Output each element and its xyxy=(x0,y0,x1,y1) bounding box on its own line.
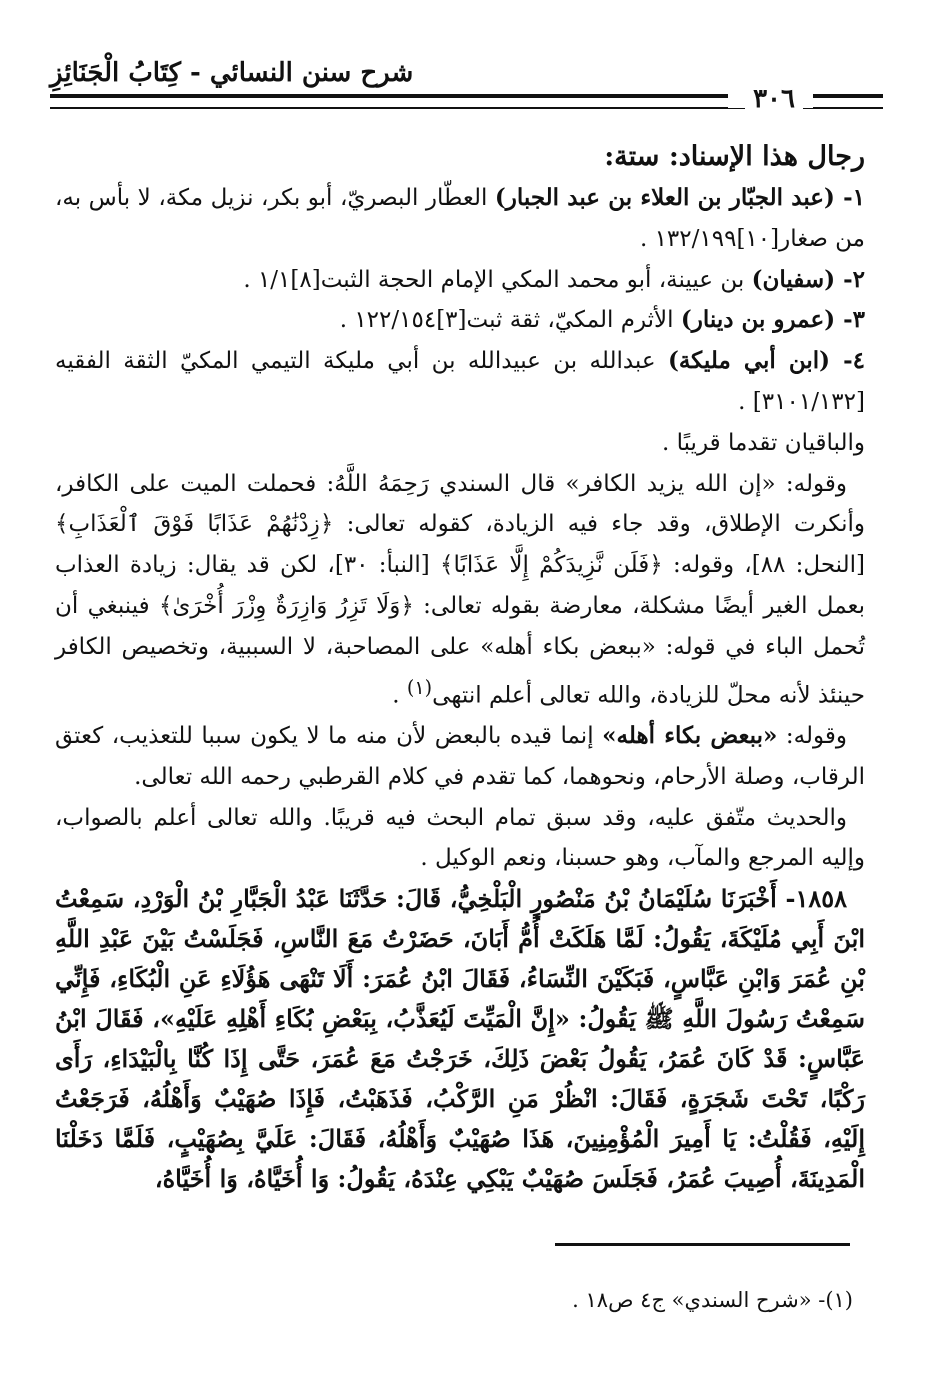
remaining-narrators: والباقيان تقدما قريبًا . xyxy=(661,429,865,456)
narrator-entry xyxy=(55,300,865,341)
footnote-marker[interactable]: (١) xyxy=(406,675,433,699)
narrator-text: الأثرم المكيّ، ثقة ثبت[٣]١٢٢/١٥٤ . xyxy=(339,307,681,334)
footnote: (١)- «شرح السندي» ج٤ ص١٨ . xyxy=(572,1288,853,1312)
commentary-paragraph: وقوله: «ببعض بكاء أهله» إنما قيده بالبعض لأن منه ما لا يكون سببا للتعذيب، كعتق الرقاب، وصلة الأرحام، ونحوهما، كما تقدم في كلام القرطبي رحمه الله تعالى. xyxy=(55,722,865,790)
narrator-entry xyxy=(55,178,865,260)
page-body xyxy=(55,136,865,1199)
quoted-phrase: «ببعض بكاء أهله» xyxy=(602,722,778,750)
page-header xyxy=(50,58,883,114)
page-number: ٣٠٦ xyxy=(745,86,803,112)
hadith-text: ١٨٥٨- أَخْبَرَنَا سُلَيْمَانُ بْنُ مَنْصُورٍ الْبَلْخِيُّ، قَالَ: حَدَّثَنَا عَبْدُ الْجَبَّارِ بْنُ الْوَرْدِ، سَمِعْتُ ابْنَ أَبِي مُلَيْكَةَ، يَقُولُ: لَمَّا هَلَكَتْ أُمُّ أَبَانَ، حَضَرْتُ مَعَ النَّاسِ، فَجَلَسْتُ بَيْنَ عَبْدِ اللَّهِ بْنِ عُمَرَ وَابْنِ عَبَّاسٍ، فَبَكَيْنَ النِّسَاءُ، فَقَالَ ابْنُ عُمَرَ: أَلَا تَنْهَى هَؤُلَاءِ عَنِ الْبُكَاءِ، فَإِنِّي سَمِعْتُ رَسُولَ اللَّهِ ﷺ يَقُولُ: «إِنَّ الْمَيِّتَ لَيُعَذَّبُ، بِبَعْضِ بُكَاءِ أَهْلِهِ عَلَيْهِ»، فَقَالَ ابْنُ عَبَّاسٍ: قَدْ كَانَ عُمَرُ، يَقُولُ بَعْضَ ذَلِكَ، خَرَجْتُ مَعَ عُمَرَ، حَتَّى إِذَا كُنَّا بِالْبَيْدَاءِ، رَأَى رَكْبًا، تَحْتَ شَجَرَةٍ، فَقَالَ: انْظُرْ مَنِ الرَّكْبُ، فَذَهَبْتُ، فَإِذَا صُهَيْبٌ وَأَهْلُهُ، فَرَجَعْتُ إِلَيْهِ، فَقُلْتُ: يَا أَمِيرَ الْمُؤْمِنِينَ، هَذَا صُهَيْبٌ وَأَهْلُهُ، فَقَالَ: عَلَيَّ بِصُهَيْبٍ، فَلَمَّا دَخَلْنَا الْمَدِينَةَ، أُصِيبَ عُمَرُ، فَجَلَسَ صُهَيْبٌ يَبْكِي عِنْدَهُ، يَقُولُ: وَا أُخَيَّاهُ، وَا أُخَيَّاهُ، xyxy=(55,884,866,1194)
footnote-separator xyxy=(555,1243,850,1246)
running-title: شرح سنن النسائي - كِتَابُ الْجَنَائِزِ xyxy=(50,58,414,88)
narrator-text: العطّار البصريّ، أبو بكر، نزيل مكة، لا بأس به، من صغار[١٠]١٣٢/١٩٩ . xyxy=(55,185,865,252)
narrator-text: بن عيينة، أبو محمد المكي الإمام الحجة الثبت[٨]١/١ . xyxy=(243,266,752,293)
conclusion-paragraph: والحديث متّفق عليه، وقد سبق تمام البحث فيه قريبًا. والله تعالى أعلم بالصواب، وإليه المرجع والمآب، وهو حسبنا، ونعم الوكيل . xyxy=(55,804,865,872)
narrator-name: ١- (عبد الجبّار بن العلاء بن عبد الجبار) xyxy=(494,184,865,211)
section-heading: رجال هذا الإسناد: ستة: xyxy=(604,141,865,172)
narrator-name: ٤- (ابن أبي مليكة) xyxy=(667,347,865,375)
commentary-paragraph: وقوله: «إن الله يزيد الكافر» قال السندي رَحِمَهُ اللَّهُ: فحملت الميت على الكافر، وأنكرت الإطلاق، وقد جاء فيه الزيادة، كقوله تعالى: ﴿زِدْنَٰهُمْ عَذَابًا فَوْقَ ٱلْعَذَابِ﴾ [النحل: ٨٨]، وقوله: ﴿فَلَن نَّزِيدَكُمْ إِلَّا عَذَابًا﴾ [النبأ: ٣٠]، لكن قد يقال: زيادة العذاب بعمل الغير أيضًا مشكلة، معارضة بقوله تعالى: ﴿وَلَا تَزِرُ وَازِرَةٌ وِزْرَ أُخْرَىٰ﴾ فينبغي أن تُحمل الباء في قوله: «ببعض بكاء أهله» على المصاحبة، لا السببية، وتخصيص الكافر حينئذ لأنه محلّ للزيادة، والله تعالى أعلم انتهى$^{(١)}$ . xyxy=(55,470,865,709)
narrator-name: ٣- (عمرو بن دينار) xyxy=(680,306,865,334)
narrator-name: ٢- (سفيان) xyxy=(751,265,865,293)
narrator-entry xyxy=(55,260,865,301)
narrator-text: عبدالله بن عبيدالله بن أبي مليكة التيمي المكيّ الثقة الفقيه [٣١٠١/١٣٢] . xyxy=(55,348,865,415)
narrator-entry xyxy=(55,341,865,423)
